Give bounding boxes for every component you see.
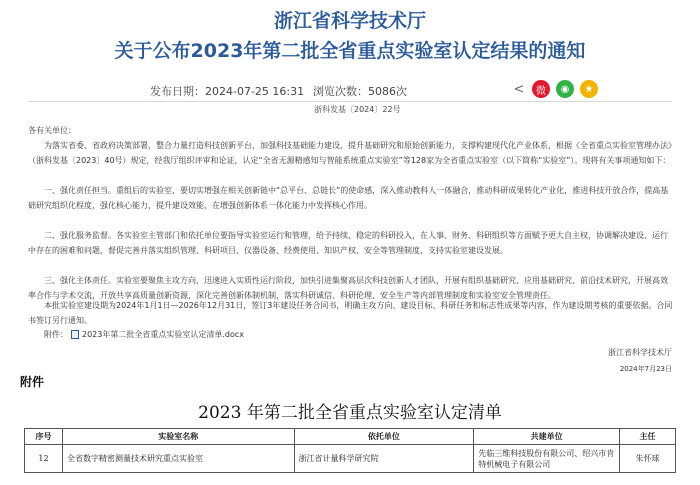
table-header-row	[25, 429, 676, 445]
paragraph-1: 一、强化责任担当。重组后的实验室，要切实增强在相关创新链中“总平台、总链长”的使命感，深入推动教科人一体融合，推动科研成果转化产业化，推进科技开放合作，提高基础研究组织化程度，强化核心能力，提升建设效能，在增强创新体系一体化能力中发挥核心作用。	[28, 186, 669, 210]
weibo-icon[interactable]: 微	[532, 80, 550, 98]
view-count: 浏览次数：5086次	[313, 85, 407, 98]
col-header-lab-name: 实验室名称	[62, 429, 294, 445]
attachment-line	[44, 329, 244, 340]
doc-file-icon	[71, 330, 79, 339]
attachment-heading: 附件	[20, 375, 45, 389]
cell-number: 12	[25, 445, 63, 473]
cell-co-builder: 先临三维科技股份有限公司、绍兴市肯特机械电子有限公司	[474, 445, 620, 473]
share-bar	[512, 80, 598, 98]
attachment-label: 附件：	[44, 330, 68, 339]
col-header-director: 主任	[620, 429, 676, 445]
lab-table	[24, 428, 676, 473]
paragraph-2: 二、强化服务监督。各实验室主管部门和依托单位要指导实验室运行和管理，给予持续、稳定的科研投入，在人事、财务、科研组织等方面赋予更大自主权，协调解决建设、运行中存在的困难和问题，督促完善并落实组织管理、科研项目、仪器设备、经费使用、知识产权、安全等管理制度，支持实验室建设发展。	[28, 231, 668, 255]
attachment-link[interactable]: 2023年第二批全省重点实验室认定清单.docx	[82, 330, 245, 339]
col-header-host: 依托单位	[294, 429, 474, 445]
signature-date: 2024年7月23日	[619, 365, 672, 373]
notice-title: 关于公布2023年第二批全省重点实验室认定结果的通知	[114, 40, 586, 62]
paragraph-intro: 为落实省委、省政府决策部署，整合力量打造科技创新平台，加强科技基础能力建设，提升基础研究和原始创新能力，支撑构建现代化产业体系，根据《全省重点实验室管理办法》（浙科发基〔2023〕40号）规定，经我厅组织评审和论证，认定“全省无源精感知与智能系统重点实验室”等128家为全省重点实验室（以下简称“实验室”）。现将有关事项通知如下：	[28, 141, 672, 165]
cell-host: 浙江省计量科学研究院	[294, 445, 474, 473]
salutation: 各有关单位：	[28, 126, 76, 135]
favorite-star-icon[interactable]: ★	[580, 80, 598, 98]
wechat-icon[interactable]: ◉	[556, 80, 574, 98]
col-header-number: 序号	[25, 429, 63, 445]
share-icon[interactable]: <	[513, 81, 525, 97]
publish-date: 发布日期：2024-07-25 16:31	[150, 85, 305, 98]
header-divider	[28, 101, 672, 102]
paragraph-3: 三、强化主体责任。实验室要聚焦主攻方向，迅速进入实质性运行阶段，加快引进集聚高层次科技创新人才团队，开展有组织基础研究、应用基础研究、前沿技术研究，开展高效率合作与学术交流，开放共享高质量创新资源，深化完善创新体制机制，落实科研诚信、科研伦理、安全生产等内部管理制度和实验室安全管理责任。	[28, 276, 668, 300]
doc-number: 浙科发基〔2024〕22号	[314, 105, 401, 114]
cell-director: 朱怀球	[620, 445, 676, 473]
cell-lab-name: 全省数字精密测量技术研究重点实验室	[62, 445, 294, 473]
list-title: 2023 年第二批全省重点实验室认定清单	[198, 403, 502, 423]
col-header-co-builder: 共建单位	[474, 429, 620, 445]
signature-org: 浙江省科学技术厅	[608, 348, 672, 357]
table-row	[25, 445, 676, 473]
org-title: 浙江省科学技术厅	[273, 10, 426, 32]
paragraph-4: 本批实验室建设期为2024年1月1日—2026年12月31日，签订3年建设任务合同书，明确主攻方向、建设目标、科研任务和标志性成果等内容，作为建设期考核的重要依据。合同书签订另行通知。	[28, 301, 673, 325]
